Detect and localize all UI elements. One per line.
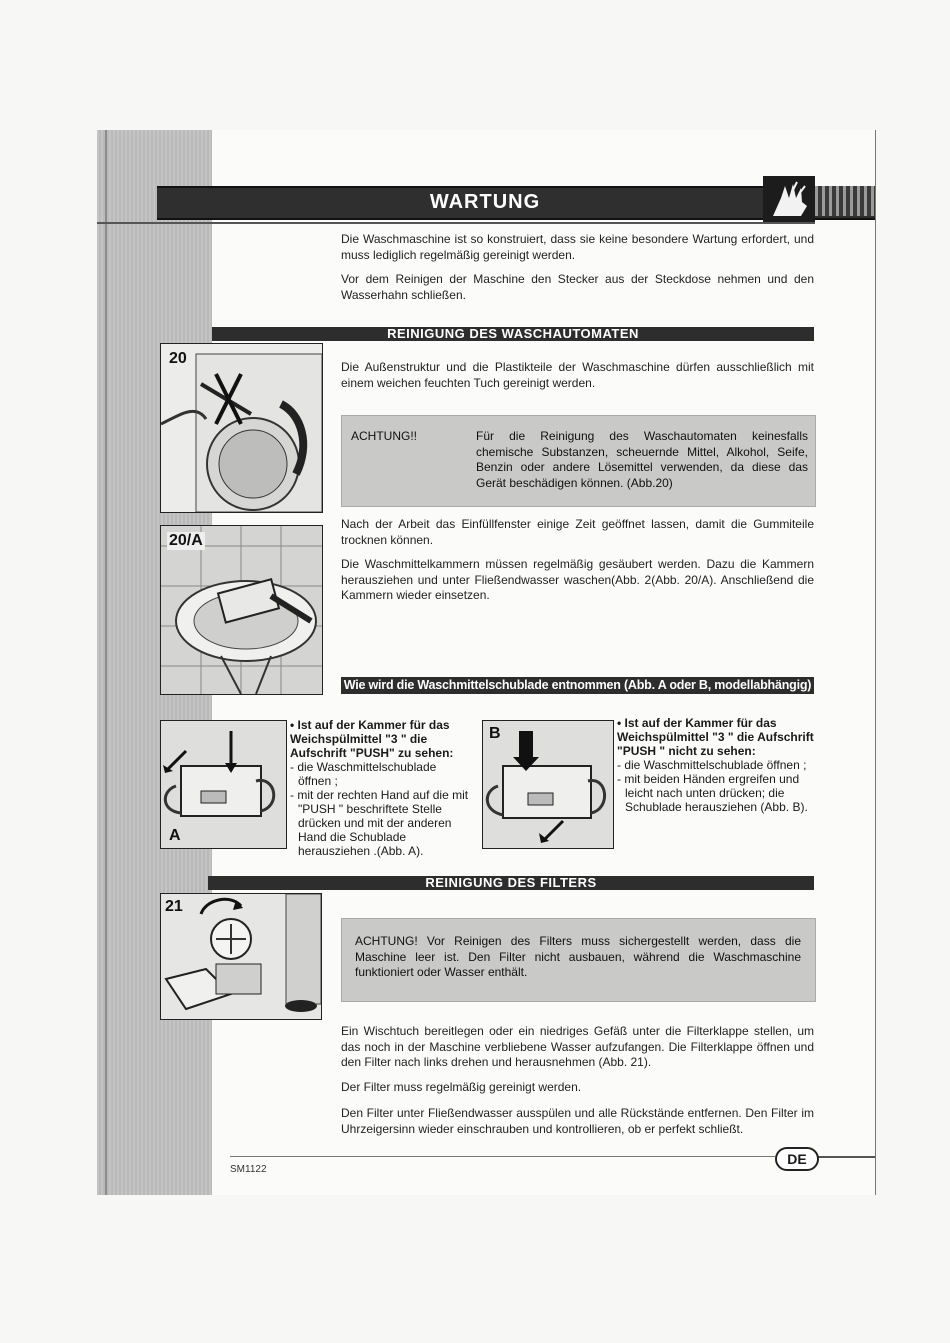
title-underline bbox=[97, 222, 815, 224]
warning-text-1: Für die Reinigung des Waschautomaten keinesfalls chemische Substanzen, scheuernde Mittel, Alkohol, Seife, Benzin oder andere Lösemittel verwenden, da diese das Gerät beschädigen können. (Abb.20) bbox=[476, 429, 808, 490]
section2-paragraph-2: Der Filter muss regelmäßig gereinigt werden. bbox=[341, 1080, 582, 1094]
option-a-steps bbox=[290, 760, 470, 858]
figure-b-label: B bbox=[489, 725, 501, 742]
option-b-steps bbox=[617, 758, 814, 814]
warning-text-2: ACHTUNG! Vor Reinigen des Filters muss sichergestellt werden, dass die Maschine leer ist. Den Filter nicht ausbauen, während die Waschmaschine funktioniert oder Wasser enthält. bbox=[355, 934, 801, 979]
language-badge: DE bbox=[775, 1147, 819, 1171]
figure-a-label: A bbox=[169, 827, 181, 844]
intro-paragraph-2: Vor dem Reinigen der Maschine den Stecker aus der Steckdose nehmen und den Wasserhahn schließen. bbox=[341, 272, 814, 302]
option-b-step: - mit beiden Händen ergreifen und leicht nach unten drücken; die Schublade herausziehen (Abb. B). bbox=[617, 772, 808, 814]
option-b-step: - die Waschmittelschublade öffnen ; bbox=[617, 758, 807, 772]
footer-model-code: SM1122 bbox=[230, 1164, 267, 1175]
maintenance-hand-icon bbox=[763, 176, 815, 222]
figure-21-label: 21 bbox=[165, 898, 183, 915]
footer-line-right bbox=[815, 1156, 875, 1158]
section2-paragraph-3: Den Filter unter Fließendwasser ausspülen und alle Rückstände entfernen. Den Filter im Uhrzeigersinn wieder einschrauben und kontrollieren, ob er perfekt schließt. bbox=[341, 1106, 814, 1136]
option-a-step: - mit der rechten Hand auf die mit "PUSH " beschriftete Stelle drücken und mit der anderen Hand die Schublade herausziehen .(Abb. A). bbox=[290, 788, 469, 858]
page-title: WARTUNG bbox=[429, 191, 541, 213]
footer-line bbox=[230, 1156, 775, 1157]
figure-20a bbox=[160, 525, 323, 695]
figure-b bbox=[482, 720, 614, 849]
intro-paragraph-1: Die Waschmaschine ist so konstruiert, dass sie keine besondere Wartung erfordert, und muss lediglich regelmäßig gereinigt werden. bbox=[341, 232, 814, 262]
option-a-step: - die Waschmittelschublade öffnen ; bbox=[290, 760, 437, 788]
drawer-removal-heading: Wie wird die Waschmittelschublade entnommen (Abb. A oder B, modellabhängig) bbox=[341, 677, 814, 694]
tab-stripes bbox=[815, 186, 875, 216]
figure-a bbox=[160, 720, 287, 849]
option-b-heading: • Ist auf der Kammer für das Weichspülmittel "3 " die Aufschrift "PUSH " nicht zu sehen: bbox=[617, 716, 814, 758]
section1-paragraph-3: Die Waschmittelkammern müssen regelmäßig gesäubert werden. Dazu die Kammern herausziehen und unter Fließendwasser waschen(Abb. 2(Abb. 20/A). Anschließend die Kammern wieder einsetzen. bbox=[341, 557, 814, 602]
figure-21 bbox=[160, 893, 322, 1020]
section-heading-filter: REINIGUNG DES FILTERS bbox=[208, 876, 814, 890]
figure-20a-label: 20/A bbox=[169, 532, 203, 549]
section2-paragraph-1: Ein Wischtuch bereitlegen oder ein niedriges Gefäß unter die Filterklappe stellen, um das noch in der Maschine verbliebene Wasser aufzufangen. Die Filterklappe öffnen und den Filter nach links drehen und herausnehmen (Abb. 21). bbox=[341, 1024, 814, 1069]
figure-20 bbox=[160, 343, 323, 513]
section1-paragraph: Die Außenstruktur und die Plastikteile der Waschmaschine dürfen ausschließlich mit einem weichen feuchten Tuch gereinigt werden. bbox=[341, 360, 814, 390]
figure-20-label: 20 bbox=[169, 350, 187, 367]
warning-label-1: ACHTUNG!! bbox=[351, 429, 417, 443]
section1-paragraph-2: Nach der Arbeit das Einfüllfenster einige Zeit geöffnet lassen, damit die Gummiteile trocknen können. bbox=[341, 517, 814, 547]
option-a-heading: • Ist auf der Kammer für das Weichspülmittel "3 " die Aufschrift "PUSH" zu sehen: bbox=[290, 718, 454, 760]
drawer-option-b bbox=[617, 716, 814, 814]
sidebar-edge bbox=[105, 130, 107, 1195]
drawer-option-a bbox=[290, 718, 470, 858]
section-heading-waschautomat: REINIGUNG DES WASCHAUTOMATEN bbox=[212, 327, 814, 341]
